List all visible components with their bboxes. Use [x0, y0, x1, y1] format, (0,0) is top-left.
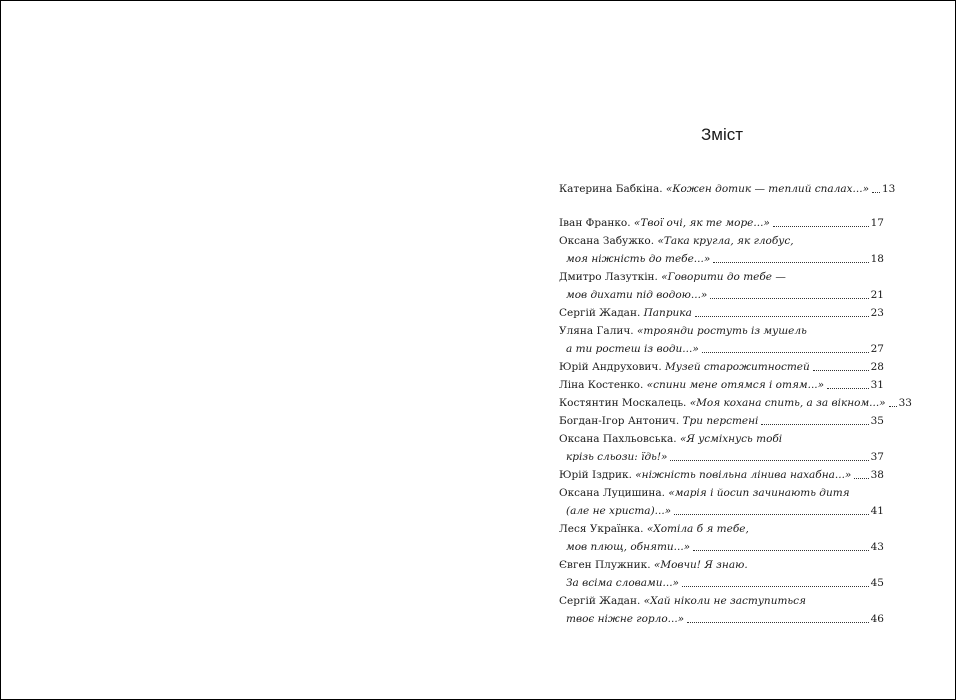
toc-work-title: «Моя кохана спить, а за вікном...»: [689, 397, 886, 409]
toc-author: Катерина Бабкіна.: [559, 183, 663, 195]
toc-line: [559, 286, 884, 304]
dot-leader: [687, 621, 869, 623]
toc-work-title: «Говорити до тебе —: [661, 271, 786, 283]
toc-line: [559, 358, 884, 376]
toc-page-number: 27: [870, 343, 884, 355]
toc-line: [559, 538, 884, 556]
toc-line: [559, 430, 884, 448]
toc-entry: [559, 358, 884, 376]
dot-leader: [710, 297, 868, 299]
toc-entry: [559, 180, 896, 198]
toc-work-title-continued: За всіма словами...»: [566, 577, 679, 589]
dot-leader: [702, 351, 869, 353]
toc-entry: [559, 322, 884, 358]
toc-line: [559, 214, 884, 232]
toc-work-title: «Хай ніколи не заступиться: [643, 595, 806, 607]
toc-work-title: «Така кругла, як глобус,: [657, 235, 794, 247]
toc-line: [559, 412, 884, 430]
toc-author: Леся Українка.: [559, 523, 644, 535]
toc-line: [559, 556, 884, 574]
toc-line: [559, 268, 884, 286]
toc-line: [559, 394, 912, 412]
toc-page-number: 37: [870, 451, 884, 463]
toc-entry: [559, 430, 884, 466]
toc-entry: [559, 232, 884, 268]
dot-leader: [889, 405, 897, 407]
toc-line: [559, 250, 884, 268]
toc-author: Ліна Костенко.: [559, 379, 644, 391]
toc-work-title-continued: моя ніжність до тебе...»: [566, 253, 711, 265]
toc-work-title-continued: мов дихати під водою...»: [566, 289, 708, 301]
toc-author: Костянтин Москалець.: [559, 397, 687, 409]
toc-page-number: 31: [870, 379, 884, 391]
toc-page-number: 21: [870, 289, 884, 301]
toc-entry: [559, 304, 884, 322]
toc-line: [559, 484, 884, 502]
dot-leader: [695, 315, 869, 317]
toc-author: Юрій Андрухович.: [559, 361, 662, 373]
toc-page-number: 46: [870, 613, 884, 625]
toc-work-title-continued: а ти ростеш із води...»: [566, 343, 699, 355]
toc-author: Сергій Жадан.: [559, 307, 641, 319]
toc-page-number: 23: [870, 307, 884, 319]
dot-leader: [773, 225, 869, 227]
toc-page-number: 43: [870, 541, 884, 553]
toc-page-number: 33: [898, 397, 912, 409]
toc-page-number: 13: [882, 183, 896, 195]
toc-entry: [559, 520, 884, 556]
toc-work-title: «Кожен дотик — теплий спалах...»: [665, 183, 869, 195]
toc-entry: [559, 376, 884, 394]
toc-line: [559, 180, 896, 198]
toc-author: Оксана Пахльовська.: [559, 433, 677, 445]
dot-leader: [674, 513, 869, 515]
toc-line: [559, 322, 884, 340]
toc-entry: [559, 412, 884, 430]
toc-work-title-continued: (але не христа)...»: [566, 505, 672, 517]
toc-entry: [559, 592, 884, 628]
toc-work-title: Три перстені: [682, 415, 759, 427]
toc-work-title-continued: твоє ніжне горло...»: [566, 613, 685, 625]
toc-work-title: «спини мене отямся і отям...»: [646, 379, 825, 391]
toc-author: Оксана Луцишина.: [559, 487, 665, 499]
dot-leader: [872, 191, 880, 193]
toc-work-title-continued: крізь сльози: їдь!»: [566, 451, 668, 463]
toc-entry: [559, 214, 884, 232]
toc-page-number: 41: [870, 505, 884, 517]
toc-entry: [559, 466, 884, 484]
toc-entry: [559, 268, 884, 304]
toc-line: [559, 376, 884, 394]
toc-work-title: Музей старожитностей: [665, 361, 810, 373]
toc-line: [559, 592, 884, 610]
toc-work-title: «марія і йосип зачинають дитя: [668, 487, 850, 499]
dot-leader: [854, 477, 868, 479]
dot-leader: [713, 261, 868, 263]
toc-line: [559, 574, 884, 592]
toc-work-title-continued: мов плющ, обняти...»: [566, 541, 691, 553]
toc-entry: [559, 484, 884, 520]
toc-page-number: 38: [870, 469, 884, 481]
toc-author: Євген Плужник.: [559, 559, 651, 571]
toc-work-title: «троянди ростуть із мушель: [636, 325, 807, 337]
toc-line: [559, 520, 884, 538]
toc-page-number: 28: [870, 361, 884, 373]
page-title: Зміст: [701, 125, 744, 144]
toc-page-number: 35: [870, 415, 884, 427]
toc-page-number: 17: [870, 217, 884, 229]
dot-leader: [813, 369, 869, 371]
toc-author: Юрій Іздрик.: [559, 469, 632, 481]
dot-leader: [761, 423, 868, 425]
toc-work-title: Паприка: [643, 307, 692, 319]
toc-author: Уляна Галич.: [559, 325, 634, 337]
toc-entry: [559, 556, 884, 592]
dot-leader: [693, 549, 869, 551]
dot-leader: [827, 387, 869, 389]
dot-leader: [670, 459, 868, 461]
toc-author: Дмитро Лазуткін.: [559, 271, 658, 283]
toc-line: [559, 448, 884, 466]
toc-author: Сергій Жадан.: [559, 595, 641, 607]
toc-line: [559, 502, 884, 520]
toc-line: [559, 610, 884, 628]
toc-line: [559, 304, 884, 322]
toc-author: Богдан-Ігор Антонич.: [559, 415, 680, 427]
toc-entry: [559, 394, 912, 412]
table-of-contents: [559, 180, 912, 628]
toc-author: Оксана Забужко.: [559, 235, 655, 247]
toc-work-title: «Мовчи! Я знаю.: [653, 559, 748, 571]
toc-author: Іван Франко.: [559, 217, 631, 229]
toc-work-title: «Твої очі, як те море...»: [633, 217, 770, 229]
toc-line: [559, 340, 884, 358]
toc-page-number: 45: [870, 577, 884, 589]
toc-work-title: «Я усміхнусь тобі: [679, 433, 783, 445]
dot-leader: [682, 585, 869, 587]
toc-work-title: «Хотіла б я тебе,: [646, 523, 749, 535]
toc-line: [559, 466, 884, 484]
toc-work-title: «ніжність повільна лінива нахабна...»: [635, 469, 852, 481]
toc-page-number: 18: [870, 253, 884, 265]
toc-line: [559, 232, 884, 250]
